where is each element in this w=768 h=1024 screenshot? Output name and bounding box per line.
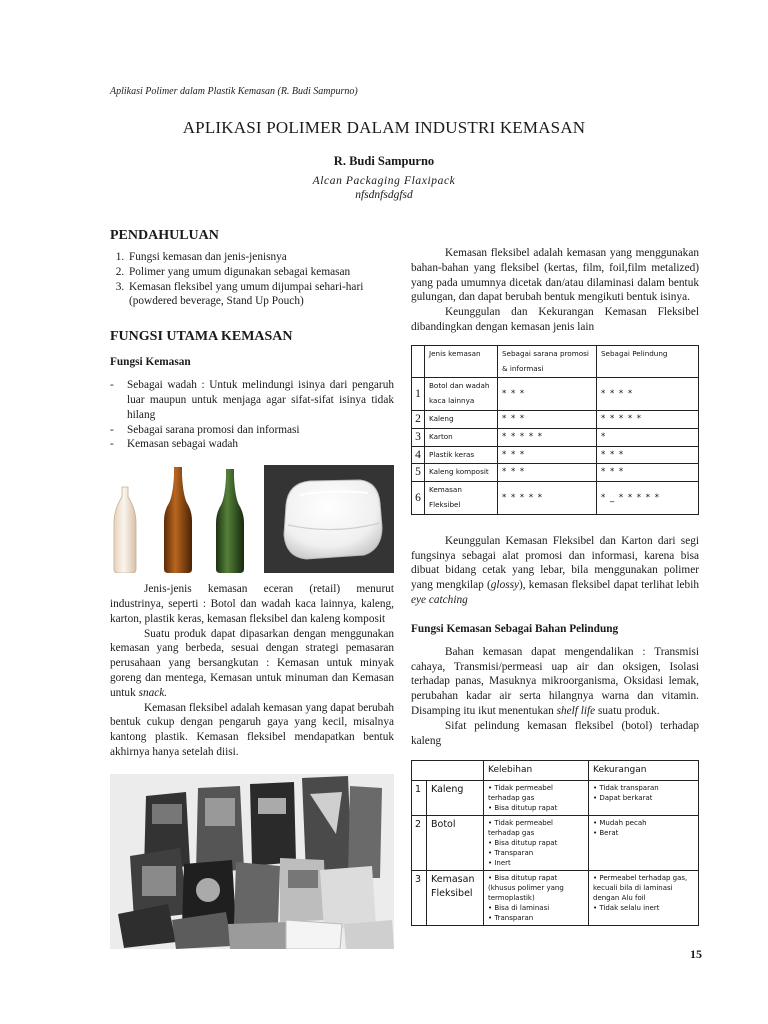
paragraph: Kemasan fleksibel adalah kemasan yang menggunakan bahan-bahan yang fleksibel (kertas, film, foil,film metalized) yang pada umumnya dicetak dan/atau dilaminasi dalam bentuk gulungan, dan dapat berubah bentuk mengikuti bentuk isinya. <box>411 247 699 304</box>
subsection-heading-fungsi: Fungsi Kemasan <box>110 356 191 369</box>
table-header: Jenis kemasan <box>425 345 498 378</box>
clear-bottle <box>114 487 136 573</box>
paragraph: Sifat pelindung kemasan fleksibel (botol) terhadap kaleng <box>411 719 699 747</box>
running-head: Aplikasi Polimer dalam Plastik Kemasan (R. Budi Sampurno) <box>110 86 358 97</box>
comparison-table <box>411 345 699 515</box>
flexible-packs-illustration <box>110 774 394 949</box>
pouch <box>302 776 352 874</box>
protection-table <box>411 760 699 926</box>
table-row: 2 Kaleng * * * * * * * * <box>412 410 699 428</box>
table-row: 5 Kaleng komposit * * * * * * <box>412 464 699 482</box>
table-row: 1 Botol dan wadah kaca lainnya * * * * * * * <box>412 378 699 411</box>
table-row: 1 Kaleng • Tidak permeabel terhadap gas • Bisa ditutup rapat • Tidak transparan • Dapat berkarat <box>412 781 699 816</box>
list-item: 3. Kemasan fleksibel yang umum dijumpai sehari-hari (powdered beverage, Stand Up Pouch) <box>127 280 394 310</box>
intro-list <box>110 250 394 309</box>
paragraph: Bahan kemasan dapat mengendalikan : Transmisi cahaya, Transmisi/permeasi uap air dan oksigen, Isolasi terhadap panas, Masuknya mikroorganisma, Oksidasi lemak, perubahan kadar air serta hilangnya warna dan vitamin. Disamping itu ikut menentukan shelf life suatu produk. <box>411 645 699 717</box>
left-column <box>110 226 394 1006</box>
list-item: 1. Fungsi kemasan dan jenis-jenisnya <box>127 250 394 265</box>
pouch <box>234 862 280 924</box>
pouch <box>348 786 382 878</box>
section-heading-fungsi-utama: FUNGSI UTAMA KEMASAN <box>110 329 293 345</box>
list-item: - Sebagai wadah : Untuk melindungi isinya dari pengaruh luar maupun untuk menjaga agar sifat-sifat isinya tidak hilang <box>110 378 394 422</box>
affiliation: Alcan Packaging Flaxipack <box>312 175 456 187</box>
sachet <box>228 922 288 949</box>
author: R. Budi Sampurno <box>333 154 435 168</box>
subsection-heading-pelindung: Fungsi Kemasan Sebagai Bahan Pelindung <box>411 622 619 635</box>
list-item: 2. Polimer yang umum digunakan sebagai kemasan <box>127 265 394 280</box>
bottles-illustration <box>110 465 394 573</box>
paper-title: APLIKASI POLIMER DALAM INDUSTRI KEMASAN <box>182 118 586 137</box>
list-item: - Sebagai sarana promosi dan informasi <box>110 423 394 438</box>
paragraph: Keunggulan dan Kekurangan Kemasan Fleksibel dibandingkan dengan kemasan jenis lain <box>411 306 699 333</box>
table-header: Kelebihan <box>484 761 589 781</box>
packaging-bottles-figure <box>110 465 394 573</box>
paragraph: Suatu produk dapat dipasarkan dengan menggunakan kemasan yang berbeda, sesuai dengan strategi pemasaran perusahaan yang bersangkutan : Kemasan untuk minyak goreng dan mentega, Kemasan untuk minuman dan Kemasan untuk snack. <box>110 627 394 699</box>
table-header: Kekurangan <box>589 761 699 781</box>
pouch <box>250 782 296 866</box>
list-item: - Kemasan sebagai wadah <box>110 437 394 452</box>
table-header-row <box>412 345 699 378</box>
paragraph: Keunggulan Kemasan Fleksibel dan Karton dari segi fungsinya sebagai alat promosi dan informasi, karena bisa dibuat bidang cetak yang lebar, bila menggunakan polimer yang mengkilap (glossy), kemasan fleksibel dapat terlihat lebih eye catching <box>411 534 699 606</box>
page-number: 15 <box>690 947 702 961</box>
sachet <box>344 920 394 949</box>
table-row: 2 Botol • Tidak permeabel terhadap gas • Bisa ditutup rapat • Transparan • Inert • Mudah pecah • Berat <box>412 816 699 871</box>
paragraph: Jenis-jenis kemasan eceran (retail) menurut industrinya, seperti : Botol dan wadah kaca lainnya, kaleng, karton, plastik keras, kemasan fleksibel dan kaleng komposit <box>110 583 394 625</box>
green-bottle <box>216 469 244 573</box>
table-row: 3 Karton * * * * * * <box>412 428 699 446</box>
section-heading-pendahuluan: PENDAHULUAN <box>110 228 219 243</box>
pouch <box>320 866 376 930</box>
amber-bottle <box>164 467 192 573</box>
table-header: Sebagai Pelindung <box>597 345 699 378</box>
table-row: 6 Kemasan Fleksibel * * * * * * _ * * * * * <box>412 482 699 515</box>
table-header: Sebagai sarana promosi & informasi <box>498 345 597 378</box>
pouch <box>280 858 326 922</box>
table-row: 3 Kemasan Fleksibel • Bisa ditutup rapat (khusus polimer yang termoplastik) • Bisa di laminasi • Transparan • Permeabel terhadap gas, kecuali bila di laminasi dengan Alu foil • Tidak selalu inert <box>412 871 699 926</box>
right-column <box>411 246 699 1006</box>
paragraph: Kemasan fleksibel adalah kemasan yang dapat berubah bentuk cukup dengan pengaruh gaya yang kecil, misalnya kantong plastik. Kemasan fleksibel mendapatkan bentuk akhirnya hanya setelah diisi. <box>110 701 394 758</box>
flexible-packaging-photo <box>110 774 394 949</box>
author-email: nfsdnfsdgfsd <box>355 189 413 201</box>
table-row: 4 Plastik keras * * * * * * <box>412 446 699 464</box>
sachet <box>286 920 342 949</box>
table-header-row <box>412 761 699 781</box>
function-list <box>110 378 394 452</box>
